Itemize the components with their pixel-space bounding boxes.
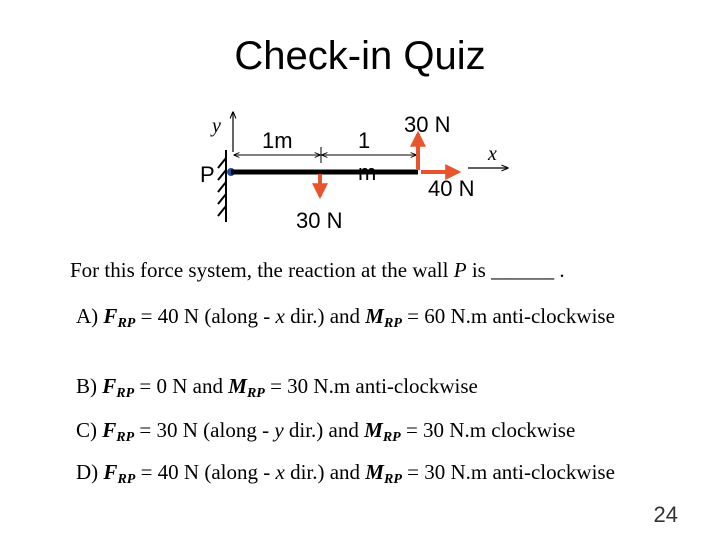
question-text: For this force system, the reaction at the wall P is ______ . [70, 258, 565, 282]
force-diagram [0, 0, 720, 250]
question-point: P [453, 258, 467, 282]
wall-support [218, 150, 226, 222]
option-c[interactable]: C) $F_{RP} = 30$ N (along - y dir.) and $M_{RP} = 30$ N.m clockwise [76, 418, 576, 445]
dimension-right-label-2: m [358, 160, 377, 185]
y-axis-label: y [212, 115, 221, 137]
option-b[interactable]: B) $F_{RP} = 0$ N and $M_{RP} = 30$ N.m anti-clockwise [76, 374, 478, 401]
force-up-label: 30 N [404, 112, 451, 137]
force-down-label: 30 N [296, 208, 343, 233]
point-p-label: P [200, 162, 215, 187]
dimension-left-label: 1m [262, 128, 293, 153]
force-right-label: 40 N [428, 176, 475, 201]
option-d[interactable]: D) $F_{RP} = 40$ N (along - x dir.) and $M_{RP} = 30$ N.m anti-clockwise [76, 460, 615, 487]
option-a[interactable]: A) $F_{RP} = 40$ N (along - x dir.) and $M_{RP} = 60$ N.m anti-clockwise [76, 304, 615, 331]
page-number: 24 [653, 502, 678, 527]
slide-title: Check-in Quiz [234, 34, 486, 78]
x-axis-label: x [488, 143, 497, 165]
dimension-right-label-1: 1 [358, 128, 371, 153]
